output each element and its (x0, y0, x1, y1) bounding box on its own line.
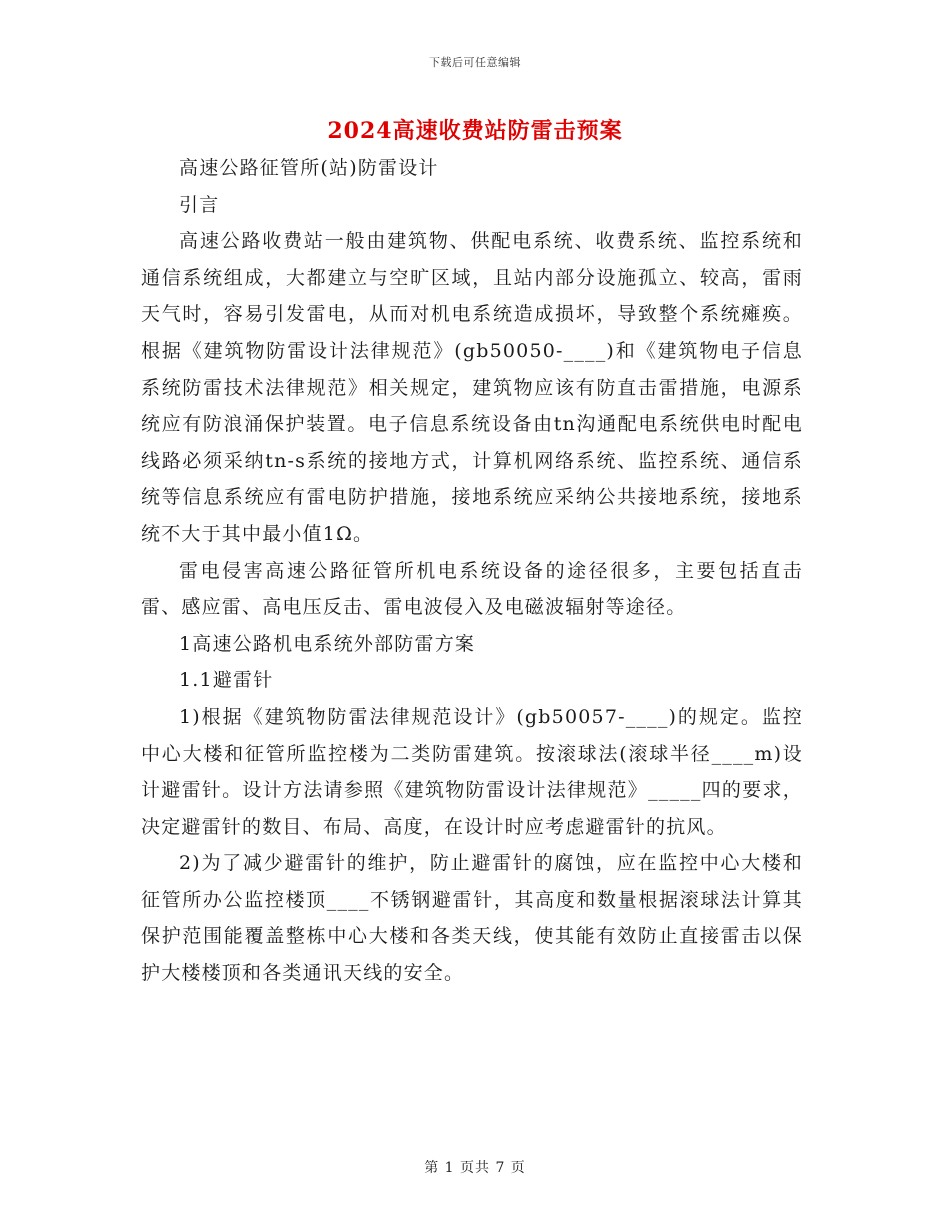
intro-heading: 引言 (179, 193, 220, 216)
section-heading: 1高速公路机电系统外部防雷方案 (179, 632, 476, 655)
body-paragraph: 高速公路收费站一般由建筑物、供配电系统、收费系统、监控系统和通信系统组成，大都建立与空旷区域，且站内部分设施孤立、较高，雷雨天气时，容易引发雷电，从而对机电系统造成损坏，导致整个系统瘫痪。根据《建筑物防雷设计法律规范》(gb50050-____)和《建筑物电子信息系统防雷技术法律规范》相关规定，建筑物应该有防直击雷措施，电源系统应有防浪涌保护装置。电子信息系统设备由tn沟通配电系统供电时配电线路必须采纳tn-s系统的接地方式，计算机网络系统、监控系统、通信系统等信息系统应有雷电防护措施，接地系统应采纳公共接地系统，接地系统不大于其中最小值1Ω。 (141, 230, 803, 545)
body-paragraph: 2)为了减少避雷针的维护，防止避雷针的腐蚀，应在监控中心大楼和征管所办公监控楼顶____不锈钢避雷针，其高度和数量根据滚球法计算其保护范围能覆盖整栋中心大楼和各类天线，使其能有效防止直接雷击以保护大楼楼顶和各类通讯天线的安全。 (141, 852, 803, 985)
section-heading: 高速公路征管所(站)防雷设计 (179, 157, 439, 179)
document-title: 2024高速收费站防雷击预案 (327, 118, 623, 144)
page-footer: 第 1 页共 7 页 (424, 1160, 526, 1176)
body-paragraph: 1)根据《建筑物防雷法律规范设计》(gb50057-____)的规定。监控中心大楼和征管所监控楼为二类防雷建筑。按滚球法(滚球半径____m)设计避雷针。设计方法请参照《建筑物防雷设计法律规范》_____四的要求，决定避雷针的数目、布局、高度，在设计时应考虑避雷针的抗风。 (141, 705, 803, 838)
header-note: 下载后可任意编辑 (429, 56, 521, 69)
body-paragraph: 雷电侵害高速公路征管所机电系统设备的途径很多，主要包括直击雷、感应雷、高电压反击、雷电波侵入及电磁波辐射等途径。 (141, 559, 803, 619)
document-body (141, 150, 803, 992)
subsection-heading: 1.1避雷针 (179, 669, 274, 692)
